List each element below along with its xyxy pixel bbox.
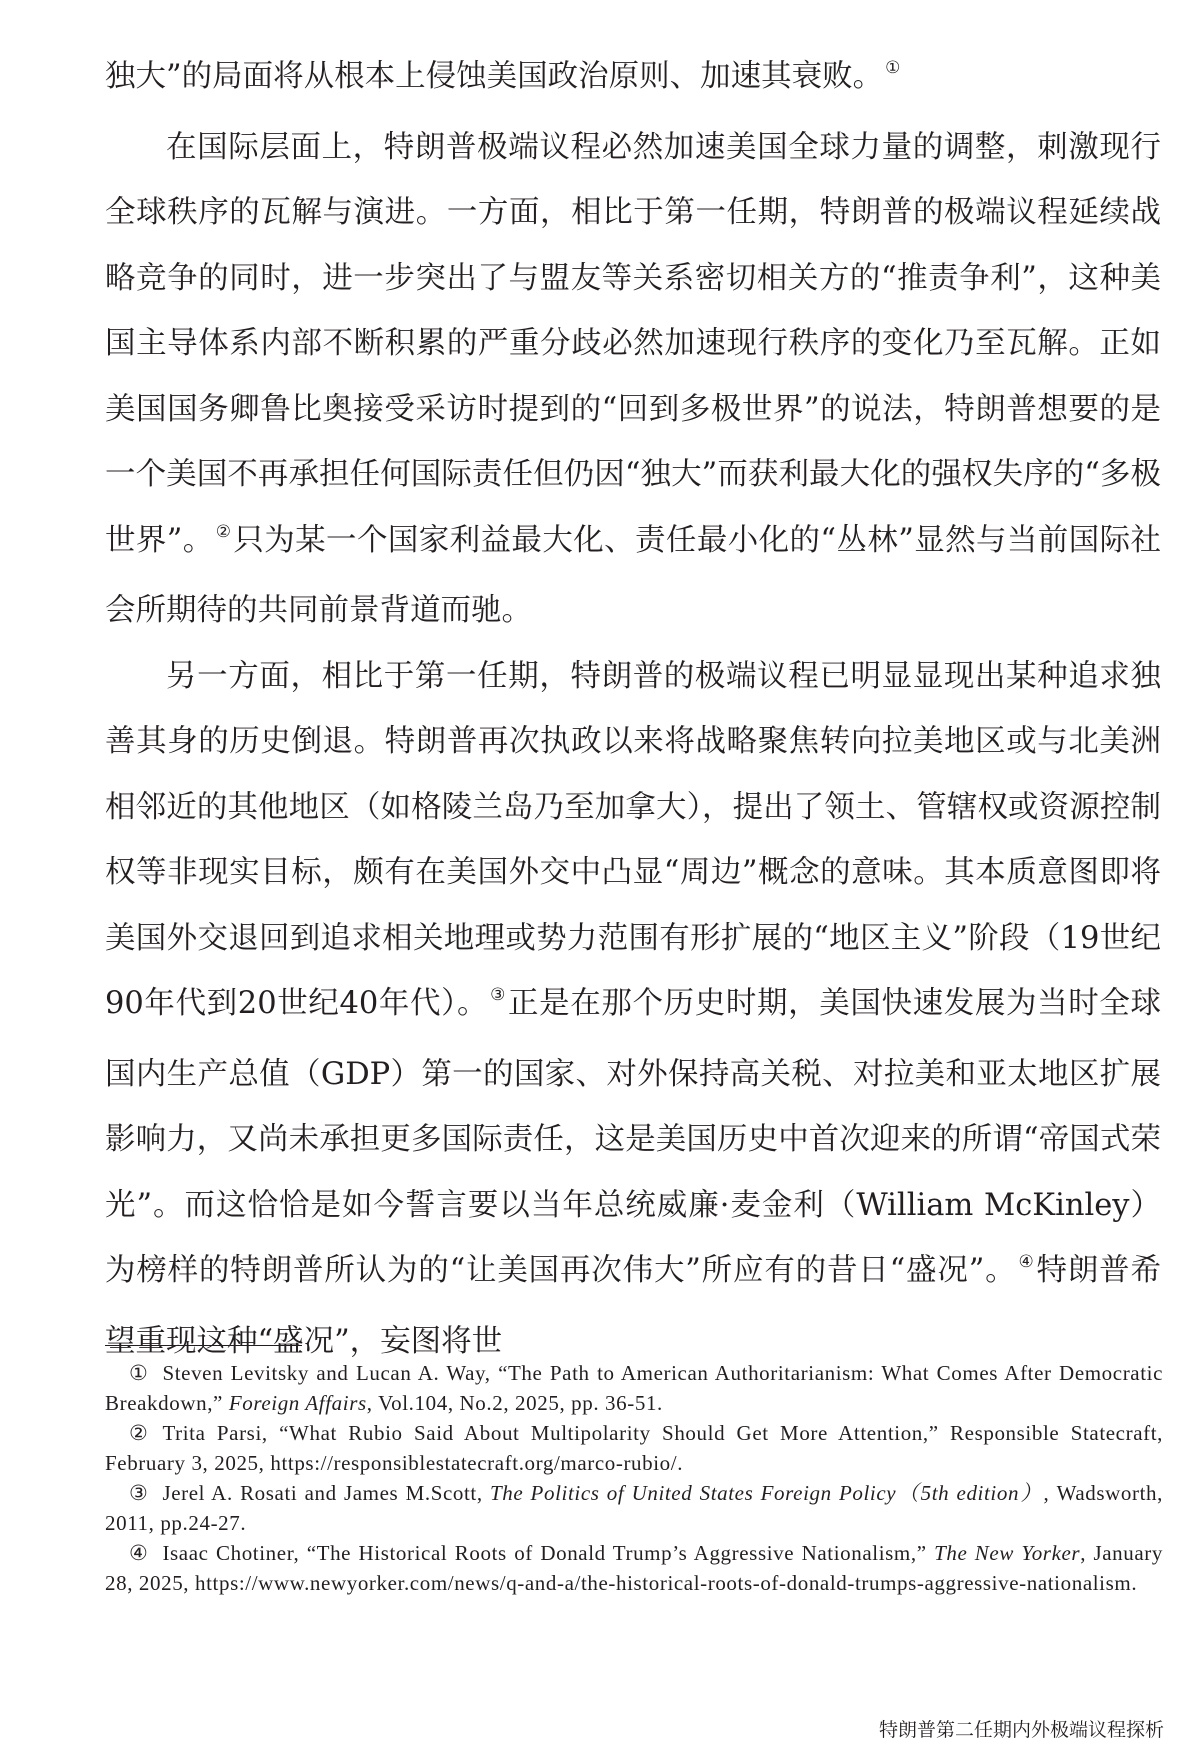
paragraph-text-rest-2: 特朗普希望重现这种“盛况”，妄图将世	[105, 1253, 1162, 1359]
footnote-mark: ②	[129, 1421, 149, 1445]
footnote-text: Isaac Chotiner, “The Historical Roots of Donald Trump’s Aggressive Nationalism,”	[162, 1541, 935, 1565]
paragraph-text: 在国际层面上，特朗普极端议程必然加速美国全球力量的调整，刺激现行全球秩序的瓦解与演进。一方面，相比于第一任期，特朗普的极端议程延续战略竞争的同时，进一步突出了与盟友等关系密切相关方的“推责争利”，这种美国主导体系内部不断积累的严重分歧必然加速现行秩序的变化乃至瓦解。正如美国国务卿鲁比奥接受采访时提到的“回到多极世界”的说法，特朗普想要的是一个美国不再承担任何国际责任但仍因“独大”而获利最大化的强权失序的“多极世界”。	[105, 129, 1161, 558]
paragraph-regionalism	[105, 644, 1161, 1375]
footnote-2	[105, 1418, 1163, 1478]
footnote-ref-4[interactable]: ④	[1018, 1252, 1035, 1272]
paragraph-continuation	[105, 44, 1161, 115]
footnote-mark: ①	[129, 1361, 149, 1385]
paragraph-text: 另一方面，相比于第一任期，特朗普的极端议程已明显显现出某种追求独善其身的历史倒退。特朗普再次执政以来将战略聚焦转向拉美地区或与北美洲相邻近的其他地区（如格陵兰岛乃至加拿大），提出了领土、管辖权或资源控制权等非现实目标，颇有在美国外交中凸显“周边”概念的意味。其本质意图即将美国外交退回到追求相关地理或势力范围有形扩展的“地区主义”阶段（19世纪90年代到20世纪40年代）。	[105, 658, 1161, 1021]
footnote-3	[105, 1478, 1163, 1538]
running-footer-title: 特朗普第二任期内外极端议程探析	[878, 1719, 1164, 1741]
footnote-mark: ④	[129, 1541, 149, 1565]
body-text	[105, 44, 1161, 1374]
footnotes	[105, 1358, 1163, 1598]
paragraph-text-rest: 正是在那个历史时期，美国快速发展为当时全球国内生产总值（GDP）第一的国家、对外保持高关税、对拉美和亚太地区扩展影响力，又尚未承担更多国际责任，这是美国历史中首次迎来的所谓“帝国式荣光”。而这恰恰是如今誓言要以当年总统威廉·麦金利（William McKinley）为榜样的特朗普所认为的“让美国再次伟大”所应有的昔日“盛况”。	[105, 986, 1162, 1288]
paragraph-international	[105, 115, 1161, 644]
footnote-divider	[105, 1345, 302, 1346]
footnote-1	[105, 1358, 1163, 1418]
footnote-text-end: , Wadsworth, 2011, pp.24-27.	[105, 1481, 1163, 1535]
footnote-ref-2[interactable]: ②	[215, 521, 232, 542]
footnote-ref-1[interactable]: ①	[885, 58, 901, 78]
footnote-ref-3[interactable]: ③	[490, 985, 507, 1005]
paragraph-text: 独大”的局面将从根本上侵蚀美国政治原则、加速其衰败。	[105, 59, 884, 94]
footnote-source-title: The New Yorker	[934, 1541, 1081, 1565]
footnote-4	[105, 1538, 1163, 1598]
footnote-source-title: The Politics of United States Foreign Policy（5th edition）	[489, 1481, 1044, 1505]
paragraph-text-rest: 只为某一个国家利益最大化、责任最小化的“丛林”显然与当前国际社会所期待的共同前景背道而驰。	[105, 522, 1162, 628]
footnote-text: Steven Levitsky and Lucan A. Way, “The Path to American Authoritarianism: What Comes After Democratic Breakdown,”	[105, 1361, 1163, 1415]
footnote-text: Trita Parsi, “What Rubio Said About Multipolarity Should Get More Attention,” Responsible Statecraft, February 3, 2025, https://responsiblestatecraft.org/marco-rubio/.	[105, 1421, 1163, 1475]
footnote-mark: ③	[129, 1481, 149, 1505]
footnote-text-end: , Vol.104, No.2, 2025, pp. 36-51.	[366, 1391, 663, 1415]
footnote-source-title: Foreign Affairs	[228, 1391, 367, 1415]
footnote-text: Jerel A. Rosati and James M.Scott,	[162, 1481, 490, 1505]
footnote-text-end: , January 28, 2025, https://www.newyorker.com/news/q-and-a/the-historical-roots-of-donald-trumps-aggressive-nationalism.	[105, 1541, 1163, 1595]
